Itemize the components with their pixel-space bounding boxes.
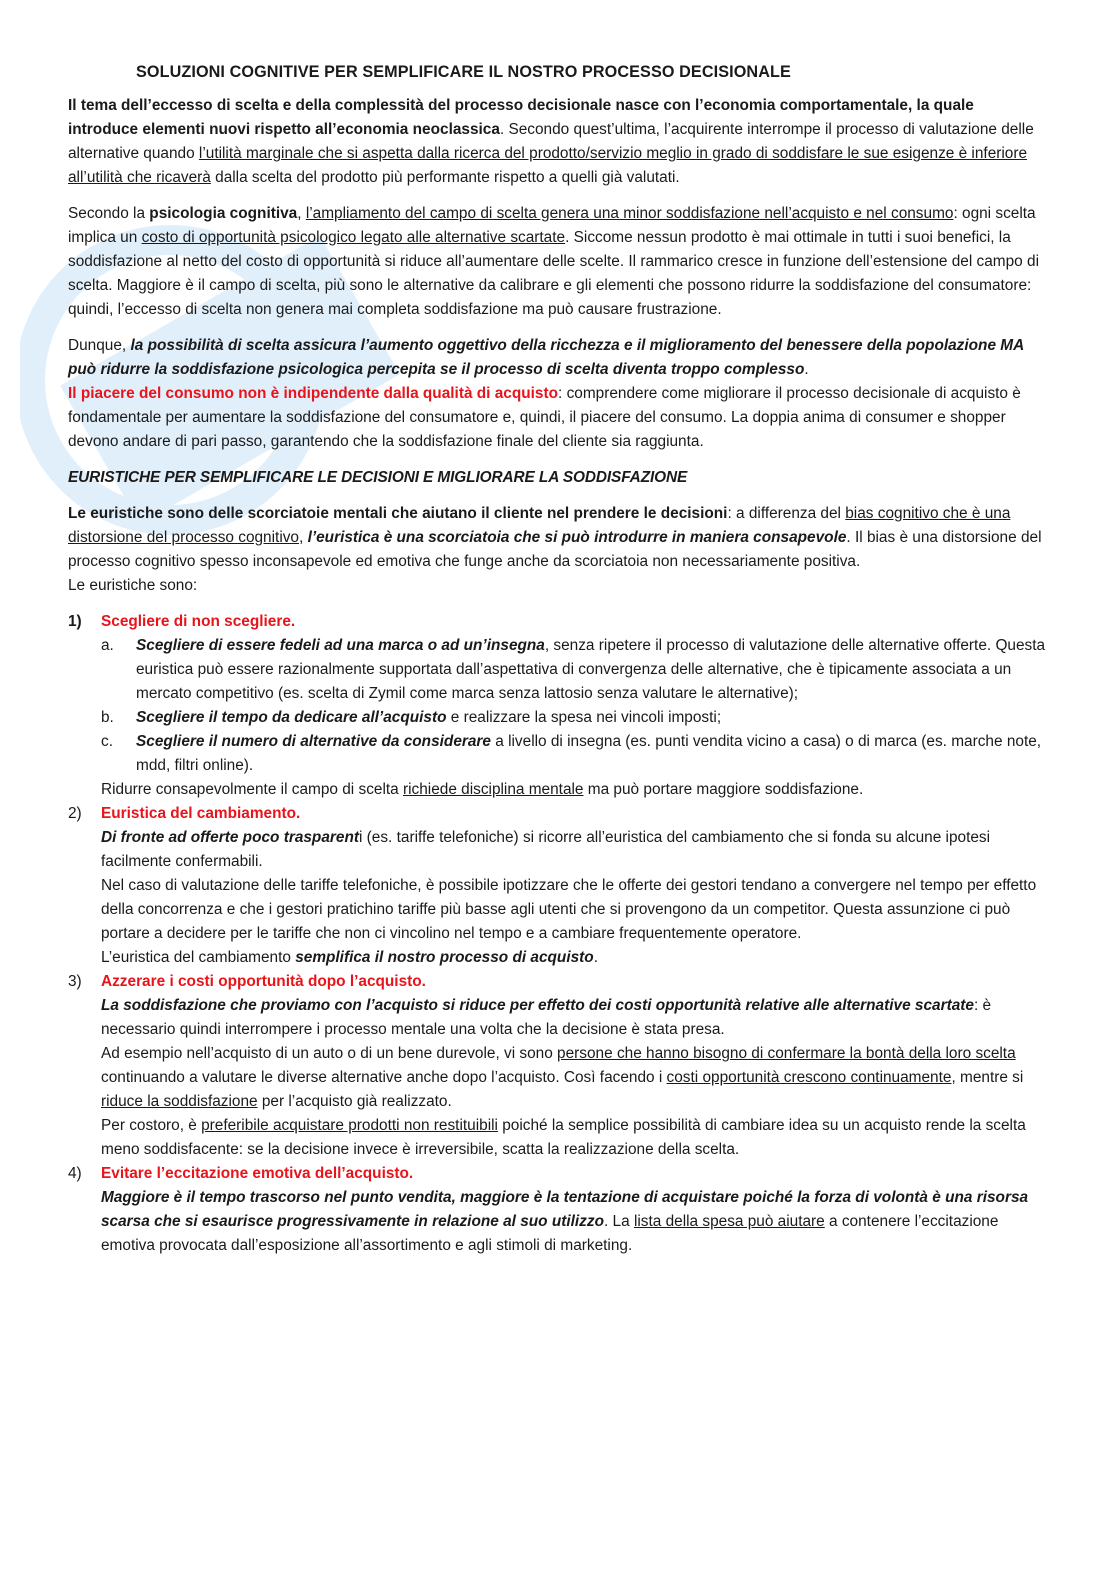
item-number: 3) [68,973,82,990]
document-page [68,60,1048,1258]
item-heading: Euristica del cambiamento. [101,805,301,822]
list-intro: Le euristiche sono: [68,577,198,594]
section-subtitle: EURISTICHE PER SEMPLIFICARE LE DECISIONI E MIGLIORARE LA SODDISFAZIONE [68,469,688,486]
paragraph-1: Il tema dell’eccesso di scelta e della complessità del processo decisionale nasce con l’economia comportamentale, la quale introduce elementi nuovi rispetto all’economia neoclassica. Secondo quest’ultima, l’acquirente interrompe il processo di valutazione delle alternative quando l’utilità marginale che si aspetta dalla ricerca del prodotto/servizio meglio in grado di soddisfare le sue esigenze è inferiore all’utilità che ricaverà dalla scelta del prodotto più performante rispetto a quelli già valutati. [68,97,1034,186]
item-heading: Evitare l’eccitazione emotiva dell’acquisto. [101,1165,414,1182]
item-heading: Azzerare i costi opportunità dopo l’acquisto. [101,973,426,990]
paragraph-5: Le euristiche sono delle scorciatoie mentali che aiutano il cliente nel prendere le decisioni: a differenza del bias cognitivo che è una distorsione del processo cognitivo, l’euristica è una scorciatoia che si può introdurre in maniera consapevole. Il bias è una distorsione del processo cognitivo spesso inconsapevole ed emotiva che funge anche da scorciatoia non necessariamente positiva. [68,505,1042,570]
document-title: SOLUZIONI COGNITIVE PER SEMPLIFICARE IL NOSTRO PROCESSO DECISIONALE [136,63,791,81]
item-number: 2) [68,805,82,822]
list-item-4: 4) Evitare l’eccitazione emotiva dell’acquisto. Maggiore è il tempo trascorso nel punto vendita, maggiore è la tentazione di acquistare poiché la forza di volontà è una risorsa scarsa che si esaurisce progressivamente in relazione al suo utilizzo. La lista della spesa può aiutare a contenere l’eccitazione emotiva provocata dall’esposizione all’assortimento e agli stimoli di marketing. [68,1162,1048,1258]
item-number: 1) [68,613,82,630]
paragraph-2: Secondo la psicologia cognitiva, l’ampliamento del campo di scelta genera una minor soddisfazione nell’acquisto e nel consumo: ogni scelta implica un costo di opportunità psicologico legato alle alternative scartate. Siccome nessun prodotto è mai ottimale in tutti i suoi benefici, la soddisfazione al netto del costo di opportunità si riduce all’aumentare delle scelte. Il rammarico cresce in funzione dell’estensione del campo di scelta. Maggiore è il campo di scelta, più sono le alternative da calibrare e gli elementi che possono ridurre la soddisfazione del consumatore: quindi, l’eccesso di scelta non genera mai completa soddisfazione ma può causare frustrazione. [68,205,1040,318]
sub-item-b: b. Scegliere il tempo da dedicare all’acquisto e realizzare la spesa nei vincoli imposti; [101,709,722,726]
list-item-3: 3) Azzerare i costi opportunità dopo l’acquisto. La soddisfazione che proviamo con l’acquisto si riduce per effetto dei costi opportunità relative alle alternative scartate: è necessario quindi interrompere i processo mentale una volta che la decisione è stata presa. Ad esempio nell’acquisto di un auto o di un bene durevole, vi sono persone che hanno bisogno di confermare la bontà della loro scelta continuando a valutare le diverse alternative anche dopo l’acquisto. Così facendo i costi opportunità crescono continuamente, mentre si riduce la soddisfazione per l’acquisto già realizzato. Per costoro, è preferibile acquistare prodotti non restituibili poiché la semplice possibilità di cambiare idea su un acquisto rende la scelta meno soddisfacente: se la decisione invece è irreversibile, scatta la realizzazione della scelta. [68,970,1048,1162]
paragraph-4: Il piacere del consumo non è indipendente dalla qualità di acquisto: comprendere come migliorare il processo decisionale di acquisto è fondamentale per aumentare la soddisfazione del consumatore e, quindi, il piacere del consumo. La doppia anima di consumer e shopper devono andare di pari passo, garantendo che la soddisfazione finale del cliente sia raggiunta. [68,385,1021,450]
item-heading: Scegliere di non scegliere. [101,613,296,630]
sub-item-a: a. Scegliere di essere fedeli ad una marca o ad un’insegna, senza ripetere il processo di valutazione delle alternative offerte. Questa euristica può essere razionalmente supportata dall’aspettativa di convergenza delle alternative, che è tipicamente associata a un mercato competitivo (es. scelta di Zymil come marca senza lattosio senza valutare le alternative); [101,637,1046,702]
sub-item-c: c. Scegliere il numero di alternative da considerare a livello di insegna (es. punti vendita vicino a casa) o di marca (es. marche note, mdd, filtri online). [101,733,1042,774]
list-item-1 [68,610,1048,634]
paragraph-3: Dunque, la possibilità di scelta assicura l’aumento oggettivo della ricchezza e il miglioramento del benessere della popolazione MA può ridurre la soddisfazione psicologica percepita se il processo di scelta diventa troppo complesso. [68,337,1024,378]
list-item-2: 2) Euristica del cambiamento. Di fronte ad offerte poco trasparenti (es. tariffe telefoniche) si ricorre all’euristica del cambiamento che si fonda su alcune ipotesi facilmente confermabili. Nel caso di valutazione delle tariffe telefoniche, è possibile ipotizzare che le offerte dei gestori tendano a convergere nel tempo per effetto della concorrenza e che i gestori pratichino tariffe più basse agli utenti che si provengono da un competitor. Questa assunzione ci può portare a decidere per le tariffe che non ci vincolino nel tempo e a cambiare frequentemente operatore. L’euristica del cambiamento semplifica il nostro processo di acquisto. [68,802,1048,970]
list-item-1-closing: Ridurre consapevolmente il campo di scelta richiede disciplina mentale ma può portare maggiore soddisfazione. [101,781,864,798]
item-number: 4) [68,1165,82,1182]
